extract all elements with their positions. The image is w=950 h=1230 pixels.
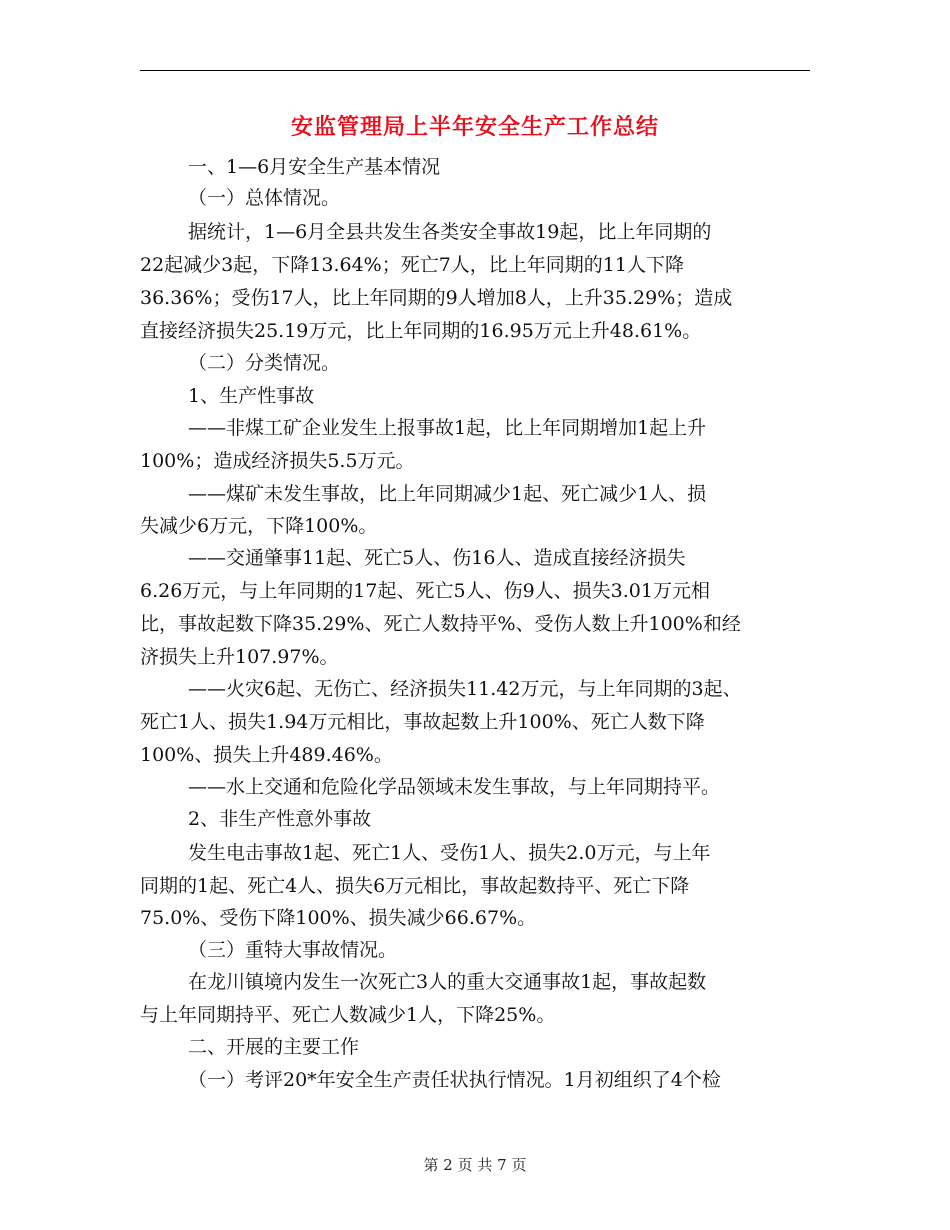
text-line: 在龙川镇境内发生一次死亡3人的重大交通事故1起，事故起数	[188, 971, 707, 993]
text-line: 6.26万元，与上年同期的17起、死亡5人、伤9人、损失3.01万元相	[140, 580, 710, 602]
text-line: ——火灾6起、无伤亡、经济损失11.42万元，与上年同期的3起、	[188, 678, 742, 700]
text-line: 与上年同期持平、死亡人数减少1人，下降25%。	[140, 1004, 556, 1026]
text-line: （一）考评20*年安全生产责任状执行情况。1月初组织了4个检	[188, 1069, 721, 1091]
text-line: 济损失上升107.97%。	[140, 646, 339, 668]
text-line: 二、开展的主要工作	[188, 1036, 360, 1058]
text-line: ——交通肇事11起、死亡5人、伤16人、造成直接经济损失	[188, 547, 686, 569]
text-line: 1、生产性事故	[188, 385, 315, 407]
text-line: 22起减少3起，下降13.64%；死亡7人，比上年同期的11人下降	[140, 254, 684, 276]
page-number-footer: 第 2 页 共 7 页	[423, 1156, 527, 1174]
text-line: 100%、损失上升489.46%。	[140, 744, 393, 766]
text-line: （二）分类情况。	[188, 352, 341, 374]
text-line: 2、非生产性意外事故	[188, 808, 372, 830]
text-line: 死亡1人、损失1.94万元相比，事故起数上升100%、死亡人数下降	[140, 711, 705, 733]
text-line: 发生电击事故1起、死亡1人、受伤1人、损失2.0万元，与上年	[188, 842, 711, 864]
text-line: ——水上交通和危险化学品领域未发生事故，与上年同期持平。	[188, 776, 721, 798]
text-line: （三）重特大事故情况。	[188, 939, 398, 961]
text-line: （一）总体情况。	[188, 187, 341, 209]
text-line: 36.36%；受伤17人，比上年同期的9人增加8人，上升35.29%；造成	[140, 287, 733, 309]
text-line: 失减少6万元，下降100%。	[140, 515, 378, 537]
document-title: 安监管理局上半年安全生产工作总结	[290, 114, 659, 140]
text-line: ——煤矿未发生事故，比上年同期减少1起、死亡减少1人、损	[188, 483, 707, 505]
text-line: 100%；造成经济损失5.5万元。	[140, 450, 415, 472]
text-line: ——非煤工矿企业发生上报事故1起，比上年同期增加1起上升	[188, 417, 707, 439]
text-line: 比，事故起数下降35.29%、死亡人数持平%、受伤人数上升100%和经	[140, 613, 741, 635]
text-line: 同期的1起、死亡4人、损失6万元相比，事故起数持平、死亡下降	[140, 875, 690, 897]
top-rule	[140, 70, 810, 71]
text-line: 一、1—6月安全生产基本情况	[188, 156, 441, 178]
text-line: 直接经济损失25.19万元，比上年同期的16.95万元上升48.61%。	[140, 320, 702, 342]
text-line: 75.0%、受伤下降100%、损失减少66.67%。	[140, 907, 537, 929]
text-line: 据统计，1—6月全县共发生各类安全事故19起，比上年同期的	[188, 221, 712, 243]
